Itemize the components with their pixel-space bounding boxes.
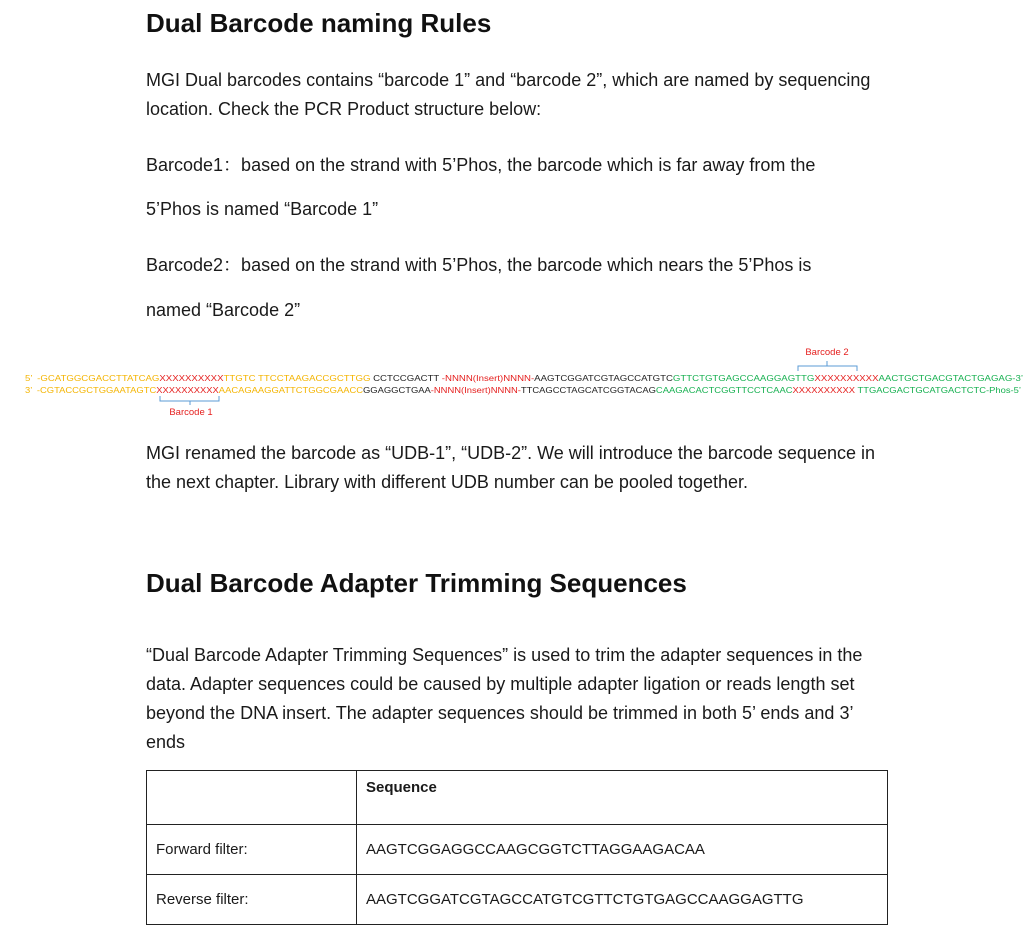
top-adapter-right2: AACTGCTGACGTACTGAGAG-3’ xyxy=(878,374,1002,383)
bottom-flank-left: GGAGGCTGAA xyxy=(363,386,423,395)
barcode2-bracket xyxy=(798,361,857,371)
trimming-paragraph: “Dual Barcode Adapter Trimming Sequences” is used to trim the adapter sequences in the data. Adapter sequences could be caused by multiple adapter ligation or reads length set beyond the DNA insert. The adapter sequences should be trimmed in both 5’ ends and 3’ ends xyxy=(146,645,863,752)
reverse-filter-label: Reverse filter: xyxy=(147,875,357,925)
top-adapter-right: GTTCTGTGAGCCAAGGAGTTG xyxy=(672,374,794,383)
top-barcode2: XXXXXXXXXX xyxy=(814,374,870,383)
renamed-paragraph: MGI renamed the barcode as “UDB-1”, “UDB-2”. We will introduce the barcode sequence in the next chapter. Library with different UDB number can be pooled together. xyxy=(146,443,875,492)
bottom-adapter-left2: AACAGAAGGATTCTGGCGAACC xyxy=(218,386,345,395)
barcode1-bracket xyxy=(160,396,219,405)
table-header-sequence: Sequence xyxy=(357,771,888,825)
section-title-trimming: Dual Barcode Adapter Trimming Sequences xyxy=(146,568,687,598)
bottom-barcode1: XXXXXXXXXX xyxy=(156,386,211,395)
top-adapter-left: -GCATGGCGACCTTATCAG xyxy=(37,374,142,383)
barcode1-label: Barcode 1 xyxy=(169,407,213,418)
forward-filter-label: Forward filter: xyxy=(147,825,357,875)
bottom-adapter-right2: TTGACGACTGCATGACTCTC-Phos-5’ xyxy=(855,386,1000,395)
bottom-3prime: 3’ xyxy=(25,386,32,395)
barcode1-rule-line1: Barcode1：based on the strand with 5’Phos, the barcode which is far away from the xyxy=(146,155,816,175)
bottom-flank-right: TTCAGCCTAGCATCGGTACAG xyxy=(520,386,639,395)
intro-paragraph: MGI Dual barcodes contains “barcode 1” and “barcode 2”, which are named by sequencing location. Check the PCR Product structure below: xyxy=(146,70,871,119)
bottom-adapter-right: CAAGACACTCGGTTCCTCAAC xyxy=(655,386,776,395)
barcode1-rule-line2: 5’Phos is named “Barcode 1” xyxy=(146,199,379,219)
bottom-insert: -NNNN(Insert)NNNN- xyxy=(430,386,510,395)
top-flank-right: AAGTCGGATCGTAGCCATGTC xyxy=(534,374,653,383)
barcode2-rule-line2: named “Barcode 2” xyxy=(146,300,301,320)
table-header-row xyxy=(147,771,888,825)
reverse-filter-sequence: AAGTCGGATCGTAGCCATGTCGTTCTGTGAGCCAAGGAGTTG xyxy=(357,875,888,925)
table-row xyxy=(147,825,888,875)
top-flank-left: CCTCCGACTT xyxy=(370,374,432,383)
barcode2-label: Barcode 2 xyxy=(805,347,849,358)
table-header-empty xyxy=(147,771,357,825)
top-strand xyxy=(25,374,1023,383)
table-row xyxy=(147,875,888,925)
bottom-barcode2: XXXXXXXXXX xyxy=(792,386,848,395)
top-insert: -NNNN(Insert)NNNN- xyxy=(441,374,521,383)
top-barcode1: XXXXXXXXXX xyxy=(159,374,215,383)
barcode2-rule-line1: Barcode2：based on the strand with 5’Phos, the barcode which nears the 5’Phos is xyxy=(146,255,812,275)
section-title-naming-rules: Dual Barcode naming Rules xyxy=(146,8,492,38)
bottom-adapter-left: -CGTACCGCTGGAATAGTC xyxy=(36,386,142,395)
top-adapter-left2: TTGTC TTCCTAAGACCGCTTGG xyxy=(223,374,349,383)
forward-filter-sequence: AAGTCGGAGGCCAAGCGGTCTTAGGAAGACAA xyxy=(357,825,888,875)
top-5prime: 5’ xyxy=(25,374,32,383)
bottom-strand xyxy=(25,386,1021,395)
pcr-product-diagram xyxy=(0,340,1036,420)
trimming-sequences-table xyxy=(146,770,888,925)
